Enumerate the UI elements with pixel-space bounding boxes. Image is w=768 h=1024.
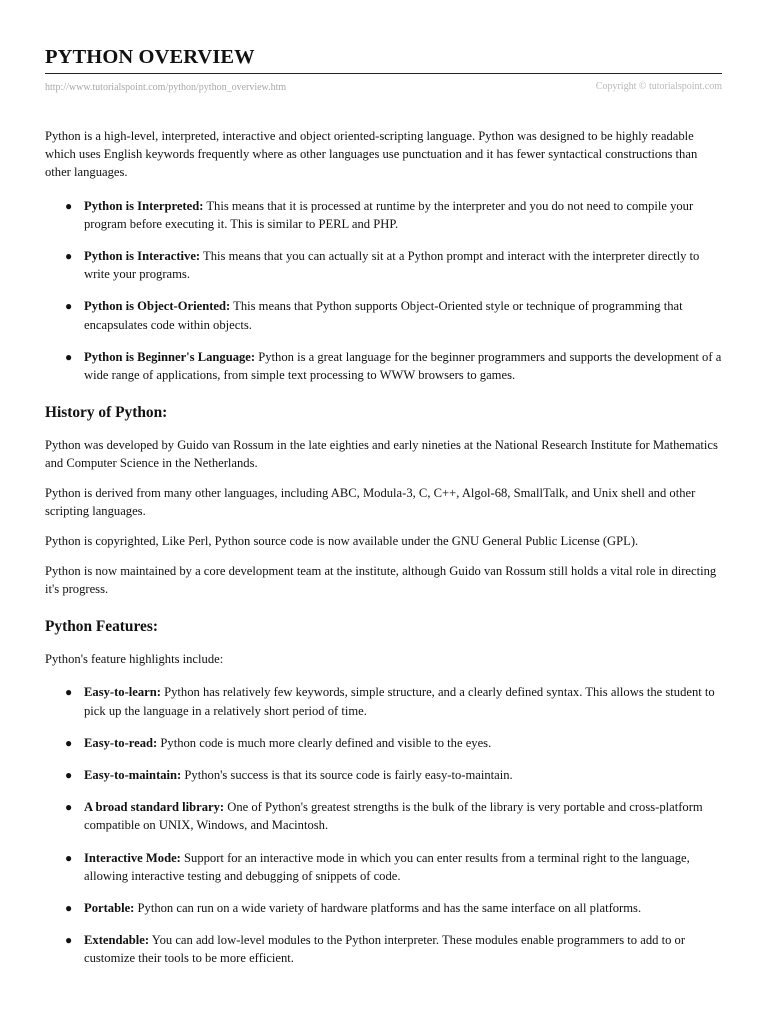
- list-item: [45, 197, 725, 233]
- list-item-text: This means that Python supports Object-Oriented style or technique of programming that encapsulates code within objects.: [84, 299, 683, 332]
- list-item: [45, 247, 725, 283]
- list-item-term: Python is Object-Oriented:: [84, 299, 231, 314]
- list-item-text: Python code is much more clearly defined and visible to the eyes.: [160, 735, 492, 750]
- intro-paragraph: Python is a high-level, interpreted, interactive and object oriented-scripting language. Python was designed to be highly readable which uses English keywords frequently where as other languages use punctuation and it has fewer syntactical constructions than other languages.: [45, 129, 698, 180]
- bullet-icon: ●: [65, 685, 73, 700]
- list-item-term: A broad standard library:: [84, 800, 225, 815]
- list-item: [45, 766, 725, 784]
- copyright-notice: Copyright © tutorialspoint.com: [595, 81, 722, 92]
- features-list: [45, 683, 725, 967]
- history-heading: History of Python:: [45, 404, 168, 422]
- list-item: [45, 297, 725, 333]
- list-item-text: One of Python's greatest strengths is the bulk of the library is very portable and cross-platform compatible on UNIX, Windows, and Macintosh.: [84, 800, 703, 833]
- bullet-icon: ●: [65, 800, 73, 815]
- bullet-icon: ●: [65, 900, 73, 915]
- history-paragraph: Python is copyrighted, Like Perl, Python source code is now available under the GNU General Public License (GPL).: [45, 534, 639, 549]
- list-item-term: Python is Interpreted:: [84, 198, 204, 213]
- list-item-text: Support for an interactive mode in which you can enter results from a terminal right to the language, allowing interactive testing and debugging of snippets of code.: [84, 850, 690, 883]
- list-item-term: Easy-to-maintain:: [84, 767, 182, 782]
- list-item-term: Python is Beginner's Language:: [84, 349, 256, 364]
- list-item: [45, 348, 725, 384]
- list-item-text: Python is a great language for the beginner programmers and supports the development of a wide range of applications, from simple text processing to WWW browsers to games.: [84, 349, 722, 383]
- bullet-icon: ●: [65, 735, 73, 750]
- page-title: PYTHON OVERVIEW: [45, 46, 255, 68]
- list-item-term: Python is Interactive:: [84, 249, 201, 264]
- list-item: [45, 849, 725, 885]
- history-paragraph: Python is derived from many other languages, including ABC, Modula-3, C, C++, Algol-68, SmallTalk, and Unix shell and other scripting languages.: [45, 486, 696, 519]
- features-intro: Python's feature highlights include:: [45, 652, 224, 667]
- bullet-icon: ●: [65, 299, 73, 314]
- features-heading: Python Features:: [45, 618, 158, 636]
- list-item-text: This means that you can actually sit at a Python prompt and interact with the interpreter directly to write your programs.: [84, 249, 700, 282]
- title-divider: [45, 73, 722, 74]
- list-item-term: Easy-to-read:: [84, 735, 158, 750]
- bullet-icon: ●: [65, 933, 73, 948]
- bullet-icon: ●: [65, 349, 73, 364]
- list-item-text: Python's success is that its source code is fairly easy-to-maintain.: [184, 767, 513, 782]
- list-item-term: Extendable:: [84, 933, 150, 948]
- list-item: [45, 899, 725, 917]
- intro-list: [45, 197, 725, 385]
- list-item-term: Easy-to-learn:: [84, 685, 161, 700]
- list-item: [45, 734, 725, 752]
- source-url: http://www.tutorialspoint.com/python/python_overview.htm: [45, 82, 287, 93]
- list-item-text: You can add low-level modules to the Python interpreter. These modules enable programmers to add to or customize their tools to be more efficient.: [84, 933, 686, 966]
- list-item: [45, 683, 725, 719]
- list-item-term: Portable:: [84, 900, 135, 915]
- list-item: [45, 931, 725, 967]
- list-item-text: Python can run on a wide variety of hardware platforms and has the same interface on all platforms.: [137, 900, 642, 915]
- bullet-icon: ●: [65, 850, 73, 865]
- document-body: [45, 127, 725, 982]
- history-paragraph: Python is now maintained by a core development team at the institute, although Guido van Rossum still holds a vital role in directing it's progress.: [45, 563, 717, 596]
- bullet-icon: ●: [65, 767, 73, 782]
- bullet-icon: ●: [65, 249, 73, 264]
- list-item-term: Interactive Mode:: [84, 850, 181, 865]
- list-item-text: This means that it is processed at runtime by the interpreter and you do not need to compile your program before executing it. This is similar to PERL and PHP.: [84, 198, 694, 231]
- history-paragraph: Python was developed by Guido van Rossum in the late eighties and early nineties at the National Research Institute for Mathematics and Computer Science in the Netherlands.: [45, 438, 718, 471]
- bullet-icon: ●: [65, 198, 73, 213]
- list-item-text: Python has relatively few keywords, simple structure, and a clearly defined syntax. This allows the student to pick up the language in a relatively short period of time.: [84, 685, 715, 718]
- list-item: [45, 798, 725, 834]
